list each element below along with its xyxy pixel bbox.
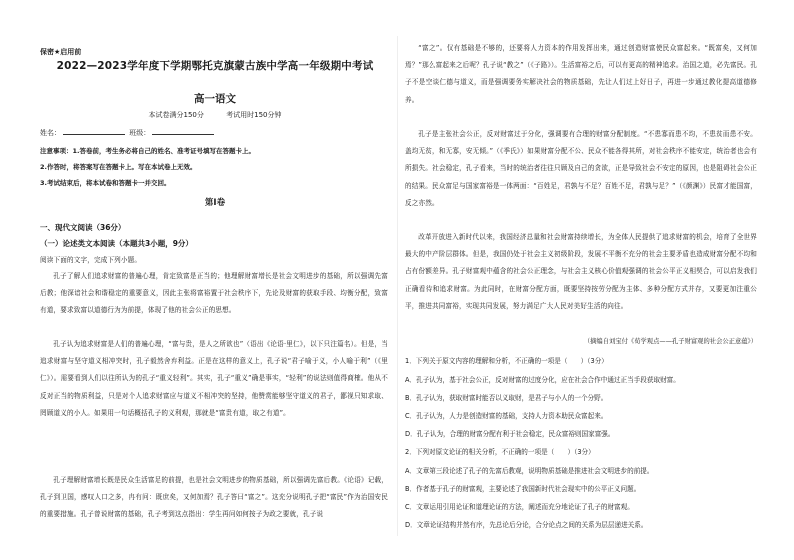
- name-blank[interactable]: [63, 127, 125, 135]
- confidential-label: 保密★启用前: [40, 48, 82, 56]
- class-label: 班级：: [129, 129, 151, 137]
- duration: 考试用时150分钟: [226, 111, 282, 119]
- question-1-option-c: C．孔子认为，人力是创造财富的基础，支持人力资本助民众富起来。: [405, 412, 608, 420]
- passage-paragraph: 改革开放进入新时代以来，我国经济总量和社会财富持续增长，为全体人民提供了追求财富的机会，培育了全世界最大的中产阶层群体。但是，我国仍处于社会主义初级阶段，发展不平衡不充分的社会主要矛盾也造成财富分配不均和占有份额差异。孔子财富观中蕴含的社会公正理念，与社会主义核心价值观强调的社会公平正义相契合，可以启发我们正确看待和追求财富。为此同时，在财富分配方面，既要坚持按劳分配为主体、多种分配方式并存，又要更加注重公平，推进共同富裕，实现共同发展，努力满足广大人民对美好生活的向往。: [405, 233, 757, 310]
- exam-title: 2022—2023学年度下学期鄂托克旗蒙古族中学高一年级期中考试: [56, 60, 374, 72]
- passage-paragraph: 孔子了解人们追求财富的普遍心理，肯定致富是正当的；他理解财富增长是社会文明进步的基础，所以强调先富后教；他深谙社会和谐稳定的重要意义，因此主张将富裕置于社会秩序下，先论及财富的获取手段、均衡分配，致富有道，要求致富以道德行为为前提，体现了他的社会公正的思想。: [40, 272, 388, 315]
- instruction: 阅读下面的文字，完成下列小题。: [40, 256, 142, 264]
- passage-source: （摘编自刘宝付《荀学观点——孔子财富观的社会公正意蕴》）: [583, 338, 757, 345]
- exam-meta: [40, 110, 390, 120]
- note-1: 注意事项：1.答卷前，考生务必将自己的姓名、准考证号填写在答题卡上。: [40, 147, 255, 155]
- passage-paragraph: “富之”。仅有基础是不够的，还要将人力资本的作用发挥出来，通过创造财富使民众富起来。“既富矣，又何加焉？”那么富起来之后呢？孔子说“教之”（《子路》）。生活富裕之后，可以有更高的精神追求。治国之道，必先富民。孔子不是空谈仁德与道义，而是强调要务实解决社会的物质基础，先让人们过上好日子，再进一步通过教化提高道德修养。: [405, 44, 757, 104]
- column-divider: [397, 36, 398, 536]
- note-2: 2.作答时，将答案写在答题卡上。写在本试卷上无效。: [40, 163, 197, 171]
- section-heading: 一、现代文阅读（36分）: [40, 223, 126, 232]
- subject-title: 高一语文: [194, 93, 236, 105]
- question-2-option-c: C．文章运用引用论证和道理论证的方法，阐述而充分地论证了孔子的财富观。: [405, 503, 634, 511]
- class-blank[interactable]: [152, 127, 214, 135]
- full-score: 本试卷满分150分: [148, 111, 204, 119]
- question-2-option-a: A．文章第三段论述了孔子的先富后教观，说明物质基础是推进社会文明进步的前提。: [405, 467, 654, 475]
- note-3: 3.考试结束后，将本试卷和答题卡一并交回。: [40, 179, 171, 187]
- exam-notes: [40, 143, 390, 191]
- passage-paragraph: 孔子是主张社会公正，反对财富过于分化，强调要有合理的财富分配制度。“不患寡而患不均，不患贫而患不安。盖均无贫，和无寡，安无倾。”（《季氏》）如果财富分配不公、民众不能各得其所，对社会秩序不能安定，统治者也会有所损失。社会稳定，孔子看来，当时的统治者往往只顾及自己的贪欲，正是导致社会不安定的原因，也是阻碍社会公正的结果。民众富足与国家富裕是一体两面：“百姓足，君孰与不足？百姓不足，君孰与足？”（《颜渊》）民富才能国富，反之亦然。: [405, 130, 757, 207]
- passage-paragraph: 孔子认为追求财富是人们的普遍心理，“富与贵，是人之所欲也”（语出《论语·里仁》，以下只注篇名）。但是，当追求财富与坚守道义相冲突时，孔子毅然舍弃利益。正是在这样的意义上，孔子说“君子喻于义，小人喻于利”（《里仁》）。需要看到人们以往所认为的孔子“重义轻利”。其实，孔子“重义”确是事实，“轻利”的说法则值得商榷。他从不反对正当的物质利益，只是对个人追求财富应与道义不相冲突的坚持，他赞赏能够坚守道义的君子，鄙视只知求取、罔顾道义的小人。如果用一句话概括孔子的义利观，那就是“富贵有道，取之有道”。: [40, 340, 388, 417]
- question-1-option-a: A．孔子认为，基于社会公正，反对财富的过度分化，应在社会合作中通过正当手段获取财富。: [405, 376, 680, 384]
- question-2-option-d: D．文章论证结构并然有序，先总论后分论，合分论点之间的关系为层层递进关系。: [405, 521, 648, 529]
- passage-paragraph: 孔子理解财富增长既是民众生活富足的前提，也是社会文明进步的物质基础，所以强调先富后教。《论语》记载，孔子到卫国，感叹人口之多，冉有问：既庶矣，又何加焉？孔子答曰“富之”。这充分说明孔子把“富民”作为治国安民的重要措施。孔子曾说财富的基础，孔子考到这点指出：学生再问如何按子为政之要就，孔子说: [40, 476, 388, 519]
- question-2-stem: 2．下列对原文论证的相关分析，不正确的一项是（ ）（3分）: [405, 448, 595, 456]
- question-1-option-b: B．孔子认为，获取财富时能否以义取财，是君子与小人的一个分野。: [405, 394, 608, 402]
- name-label: 姓名：: [40, 129, 61, 137]
- question-2-option-b: B．作者基于孔子的财富观，主要论述了我国新时代社会现实中的公平正义问题。: [405, 485, 641, 493]
- question-1-stem: 1．下列关于原文内容的理解和分析，不正确的一项是（ ）（3分）: [405, 357, 608, 365]
- volume-title: 第Ⅰ卷: [204, 198, 226, 208]
- student-info: [40, 127, 216, 138]
- subsection-heading: （一）论述类文本阅读（本题共3小题，9分）: [40, 239, 193, 248]
- question-1-option-d: D．孔子认为，合理的财富分配有利于社会稳定，民众富裕则国家富强。: [405, 430, 615, 438]
